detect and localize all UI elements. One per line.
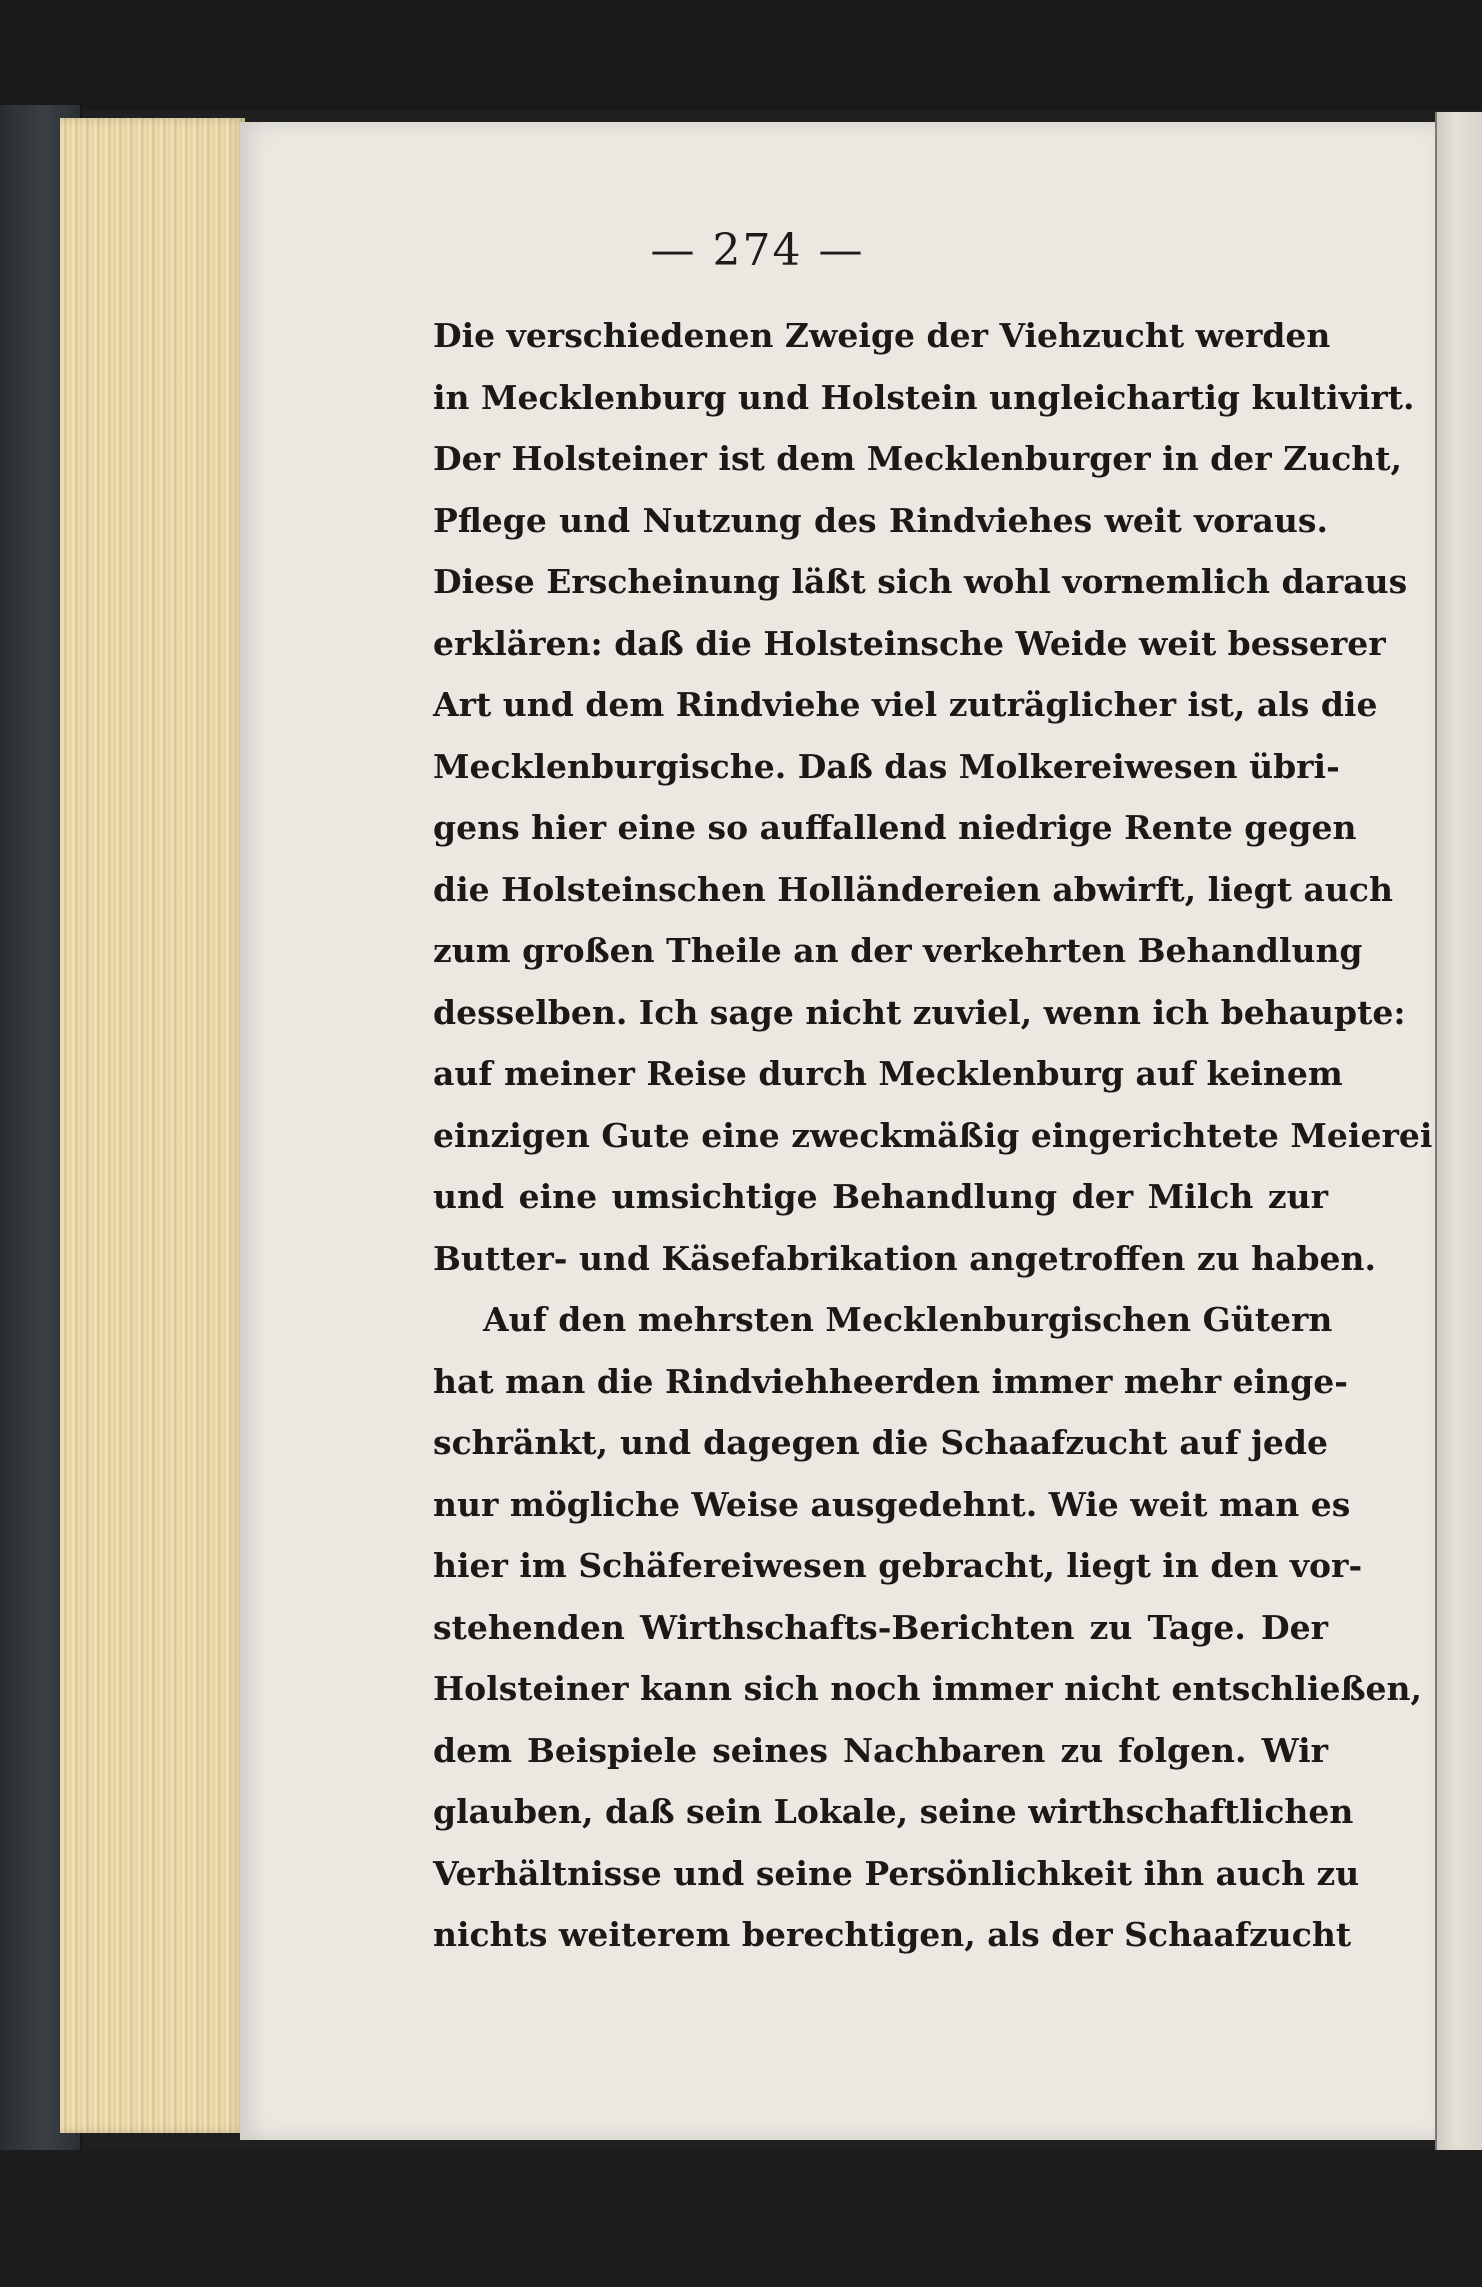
background-top bbox=[0, 0, 1482, 110]
text-line: Holsteiner kann sich noch immer nicht entschließen, bbox=[433, 1669, 1423, 1708]
facing-page-edge bbox=[1435, 112, 1482, 2152]
text-line: die Holsteinschen Holländereien abwirft, liegt auch bbox=[433, 869, 1393, 909]
text-line: hier im Schäfereiwesen gebracht, liegt in den vor- bbox=[433, 1546, 1363, 1585]
text-line: schränkt, und dagegen die Schaafzucht auf jede bbox=[433, 1423, 1328, 1462]
text-line: Pflege und Nutzung des Rindviehes weit voraus. bbox=[433, 500, 1328, 540]
text-line: und eine umsichtige Behandlung der Milch zur bbox=[433, 1177, 1328, 1216]
text-line: stehenden Wirthschafts-Berichten zu Tage. Der bbox=[433, 1607, 1328, 1647]
page-text bbox=[433, 305, 1433, 1966]
text-line: hat man die Rindviehheerden immer mehr einge- bbox=[433, 1361, 1348, 1401]
page-edges bbox=[60, 118, 245, 2133]
text-line: erklären: daß die Holsteinsche Weide weit besserer bbox=[433, 623, 1386, 663]
text-line: auf meiner Reise durch Mecklenburg auf keinem bbox=[433, 1054, 1343, 1093]
text-line: Butter- und Käsefabrikation angetroffen zu haben. bbox=[433, 1238, 1377, 1278]
text-line: zum großen Theile an der verkehrten Behandlung bbox=[433, 931, 1363, 970]
text-line: Mecklenburgische. Daß das Molkereiwesen übri- bbox=[433, 746, 1340, 786]
background-bottom bbox=[0, 2150, 1482, 2287]
text-line: desselben. Ich sage nicht zuviel, wenn ich behaupte: bbox=[433, 992, 1406, 1032]
text-line: glauben, daß sein Lokale, seine wirthschaftlichen bbox=[433, 1792, 1354, 1831]
text-line: Diese Erscheinung läßt sich wohl vornemlich daraus bbox=[433, 562, 1408, 601]
text-line: einzigen Gute eine zweckmäßig eingerichtete Meierei bbox=[433, 1115, 1433, 1155]
text-line: Die verschiedenen Zweige der Viehzucht werden bbox=[433, 316, 1331, 355]
page-number: — 274 — bbox=[650, 225, 865, 276]
text-line: nur mögliche Weise ausgedehnt. Wie weit man es bbox=[433, 1484, 1351, 1524]
text-line: Der Holsteiner ist dem Mecklenburger in der Zucht, bbox=[433, 439, 1403, 478]
text-line: nichts weiterem berechtigen, als der Schaafzucht bbox=[433, 1915, 1352, 1954]
text-line: gens hier eine so auffallend niedrige Rente gegen bbox=[433, 808, 1357, 847]
text-line: Auf den mehrsten Mecklenburgischen Gütern bbox=[483, 1300, 1333, 1339]
text-line: Verhältnisse und seine Persönlichkeit ihn auch zu bbox=[433, 1853, 1360, 1893]
text-line: dem Beispiele seines Nachbaren zu folgen. Wir bbox=[433, 1730, 1328, 1770]
text-line: in Mecklenburg und Holstein ungleichartig kultivirt. bbox=[433, 377, 1415, 417]
text-line: Art und dem Rindviehe viel zuträglicher ist, als die bbox=[433, 685, 1378, 724]
